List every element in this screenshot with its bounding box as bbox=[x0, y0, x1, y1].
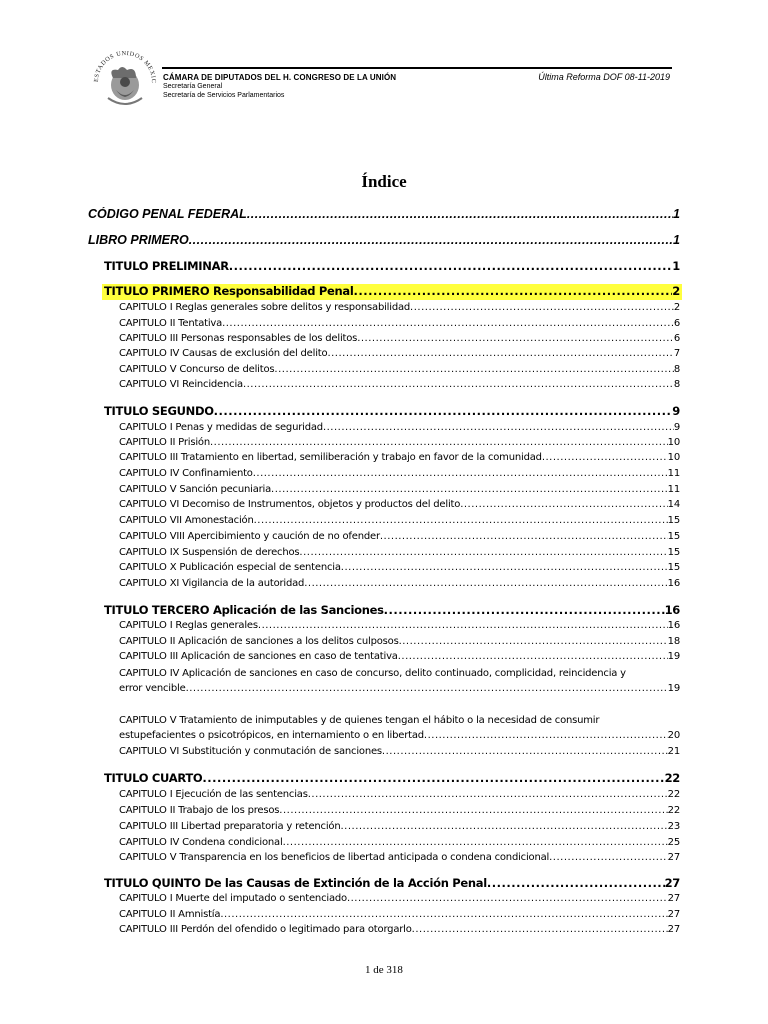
toc-leader-dots bbox=[253, 468, 668, 479]
toc-leader-dots bbox=[186, 683, 668, 694]
toc-entry[interactable] bbox=[119, 515, 680, 526]
toc-entry[interactable] bbox=[119, 333, 680, 344]
toc-entry-page: 22 bbox=[664, 771, 680, 785]
toc-entry-page: 27 bbox=[667, 924, 680, 935]
toc-entry-page: 23 bbox=[667, 821, 680, 832]
toc-entry[interactable] bbox=[119, 302, 680, 313]
toc-entry[interactable] bbox=[119, 821, 680, 832]
toc-entry[interactable] bbox=[119, 636, 680, 647]
toc-entry-page: 27 bbox=[667, 852, 680, 863]
toc-leader-dots bbox=[398, 651, 668, 662]
toc-entry-page: 15 bbox=[667, 515, 680, 526]
toc-leader-dots bbox=[424, 730, 668, 741]
toc-entry-label: CAPITULO III Libertad preparatoria y retención bbox=[119, 821, 341, 832]
institution-name: CÁMARA DE DIPUTADOS DEL H. CONGRESO DE LA UNIÓN bbox=[163, 73, 397, 82]
toc-entry-page: 10 bbox=[667, 452, 680, 463]
toc-entry-label: CAPITULO II Aplicación de sanciones a los delitos culposos bbox=[119, 636, 399, 647]
toc-leader-dots bbox=[487, 876, 665, 890]
toc-entry[interactable] bbox=[119, 909, 680, 920]
toc-entry-page: 16 bbox=[667, 620, 680, 631]
toc-leader-dots bbox=[274, 364, 673, 375]
toc-entry[interactable] bbox=[119, 620, 680, 631]
toc-leader-dots bbox=[258, 620, 668, 631]
toc-leader-dots bbox=[460, 499, 667, 510]
toc-entry-label: CAPITULO VI Substitución y conmutación de sanciones bbox=[119, 746, 382, 757]
toc-leader-dots bbox=[210, 437, 668, 448]
toc-entry-label: CAPITULO IV Causas de exclusión del delito bbox=[119, 348, 328, 359]
toc-entry-label: TITULO SEGUNDO bbox=[104, 404, 214, 418]
toc-entry-label: CAPITULO II Prisión bbox=[119, 437, 210, 448]
toc-entry-label: CÓDIGO PENAL FEDERAL bbox=[88, 207, 247, 221]
toc-entry-label: CAPITULO X Publicación especial de sentencia bbox=[119, 562, 341, 573]
toc-leader-dots bbox=[380, 531, 668, 542]
toc-entry-label: error vencible bbox=[119, 683, 186, 694]
toc-entry-page: 15 bbox=[667, 547, 680, 558]
toc-entry[interactable] bbox=[119, 893, 680, 904]
toc-entry-label: CAPITULO VI Decomiso de Instrumentos, objetos y productos del delito bbox=[119, 499, 461, 510]
toc-entry[interactable] bbox=[119, 683, 680, 694]
toc-entry-label: CAPITULO V Sanción pecuniaria bbox=[119, 484, 272, 495]
toc-entry[interactable] bbox=[102, 284, 682, 300]
toc-leader-dots bbox=[220, 909, 667, 920]
toc-entry[interactable] bbox=[119, 578, 680, 589]
toc-entry-page: 27 bbox=[667, 909, 680, 920]
toc-entry-page: 10 bbox=[667, 437, 680, 448]
toc-entry-page: 16 bbox=[664, 603, 680, 617]
toc-entry-page: 6 bbox=[673, 318, 680, 329]
toc-entry-label: CAPITULO III Personas responsables de los delitos bbox=[119, 333, 358, 344]
toc-entry[interactable] bbox=[119, 837, 680, 848]
toc-entry-label: TITULO CUARTO bbox=[104, 771, 203, 785]
toc-entry[interactable] bbox=[119, 730, 680, 741]
toc-entry[interactable] bbox=[119, 651, 680, 662]
toc-entry-label: CAPITULO II Trabajo de los presos bbox=[119, 805, 280, 816]
toc-entry-page: 1 bbox=[672, 259, 680, 273]
toc-entry-page: 11 bbox=[667, 484, 680, 495]
toc-entry-page: 20 bbox=[667, 730, 680, 741]
toc-leader-dots bbox=[243, 379, 674, 390]
toc-entry-page: 14 bbox=[667, 499, 680, 510]
toc-entry-label: CAPITULO I Reglas generales sobre delitos y responsabilidad bbox=[119, 302, 411, 313]
toc-entry-page: 9 bbox=[673, 422, 680, 433]
toc-leader-dots bbox=[549, 852, 668, 863]
toc-entry-first-line: CAPITULO IV Aplicación de sanciones en caso de concurso, delito continuado, complicidad, reincidencia y bbox=[119, 668, 626, 679]
index-title: Índice bbox=[361, 172, 407, 191]
toc-entry-page: 1 bbox=[673, 207, 680, 221]
toc-entry-page: 21 bbox=[667, 746, 680, 757]
toc-leader-dots bbox=[214, 404, 673, 418]
toc-leader-dots bbox=[299, 547, 667, 558]
toc-entry-page: 2 bbox=[672, 284, 680, 298]
toc-entry-page: 15 bbox=[667, 531, 680, 542]
toc-leader-dots bbox=[357, 333, 674, 344]
toc-entry-label: CAPITULO I Reglas generales bbox=[119, 620, 258, 631]
toc-entry[interactable] bbox=[119, 422, 680, 433]
toc-entry-page: 8 bbox=[673, 379, 680, 390]
toc-entry[interactable] bbox=[119, 852, 680, 863]
toc-entry[interactable] bbox=[119, 547, 680, 558]
last-reform-date: Última Reforma DOF 08-11-2019 bbox=[538, 72, 670, 82]
toc-entry-label: CAPITULO I Penas y medidas de seguridad bbox=[119, 422, 323, 433]
toc-entry-label: CAPITULO XI Vigilancia de la autoridad bbox=[119, 578, 305, 589]
toc-leader-dots bbox=[283, 837, 668, 848]
toc-entry-label: CAPITULO I Ejecución de las sentencias bbox=[119, 789, 308, 800]
toc-leader-dots bbox=[304, 578, 667, 589]
toc-entry-label: LIBRO PRIMERO bbox=[88, 233, 189, 247]
toc-entry-page: 2 bbox=[673, 302, 680, 313]
toc-leader-dots bbox=[542, 452, 668, 463]
toc-entry[interactable] bbox=[104, 771, 680, 785]
toc-entry-page: 15 bbox=[667, 562, 680, 573]
toc-entry[interactable] bbox=[104, 404, 680, 418]
toc-entry-page: 9 bbox=[672, 404, 680, 418]
toc-entry[interactable] bbox=[119, 379, 680, 390]
toc-entry[interactable] bbox=[119, 318, 680, 329]
toc-entry-page: 11 bbox=[667, 468, 680, 479]
toc-entry-first-line: CAPITULO V Tratamiento de inimputables y de quienes tengan el hábito o la necesidad de consumir bbox=[119, 715, 600, 726]
toc-entry-label: CAPITULO V Concurso de delitos bbox=[119, 364, 275, 375]
toc-entry-label: CAPITULO III Tratamiento en libertad, semiliberación y trabajo en favor de la comunidad bbox=[119, 452, 542, 463]
toc-entry[interactable] bbox=[119, 789, 680, 800]
toc-entry[interactable] bbox=[88, 207, 680, 221]
toc-entry-label: CAPITULO VII Amonestación bbox=[119, 515, 254, 526]
toc-entry-label: CAPITULO IV Condena condicional bbox=[119, 837, 283, 848]
toc-leader-dots bbox=[412, 924, 668, 935]
toc-leader-dots bbox=[340, 821, 667, 832]
toc-entry[interactable] bbox=[119, 805, 680, 816]
toc-entry-label: TITULO QUINTO De las Causas de Extinción de la Acción Penal bbox=[104, 876, 487, 890]
toc-entry[interactable] bbox=[119, 924, 680, 935]
toc-leader-dots bbox=[308, 789, 668, 800]
toc-entry[interactable] bbox=[119, 437, 680, 448]
toc-entry[interactable] bbox=[119, 562, 680, 573]
seal-text: ESTADOS UNIDOS MEXIC bbox=[92, 49, 158, 84]
toc-entry-label: CAPITULO IX Suspensión de derechos bbox=[119, 547, 300, 558]
toc-entry-label: TITULO PRIMERO Responsabilidad Penal bbox=[104, 284, 354, 298]
toc-entry-page: 19 bbox=[667, 683, 680, 694]
toc-leader-dots bbox=[222, 318, 674, 329]
toc-leader-dots bbox=[384, 603, 665, 617]
toc-entry-page: 1 bbox=[673, 233, 680, 247]
toc-entry[interactable] bbox=[119, 499, 680, 510]
toc-leader-dots bbox=[347, 893, 668, 904]
toc-entry[interactable] bbox=[119, 468, 680, 479]
toc-entry[interactable] bbox=[119, 531, 680, 542]
toc-leader-dots bbox=[271, 484, 668, 495]
toc-entry-page: 22 bbox=[667, 789, 680, 800]
toc-entry-label: TITULO PRELIMINAR bbox=[104, 259, 229, 273]
secretaria-servicios: Secretaría de Servicios Parlamentarios bbox=[163, 92, 285, 99]
toc-entry[interactable] bbox=[119, 746, 680, 757]
toc-entry-page: 27 bbox=[664, 876, 680, 890]
toc-entry-page: 19 bbox=[667, 651, 680, 662]
toc-entry-page: 22 bbox=[667, 805, 680, 816]
toc-leader-dots bbox=[382, 746, 668, 757]
toc-leader-dots bbox=[399, 636, 668, 647]
toc-entry-label: CAPITULO II Tentativa bbox=[119, 318, 223, 329]
toc-entry-label: CAPITULO II Amnistía bbox=[119, 909, 221, 920]
toc-entry-page: 8 bbox=[673, 364, 680, 375]
toc-entry-page: 16 bbox=[667, 578, 680, 589]
toc-entry-label: CAPITULO VI Reincidencia bbox=[119, 379, 243, 390]
toc-entry[interactable] bbox=[88, 233, 680, 247]
toc-entry-page: 27 bbox=[667, 893, 680, 904]
toc-leader-dots bbox=[327, 348, 673, 359]
toc-leader-dots bbox=[341, 562, 668, 573]
toc-entry-label: CAPITULO I Muerte del imputado o sentenciado bbox=[119, 893, 347, 904]
toc-leader-dots bbox=[354, 284, 673, 298]
toc-entry-label: estupefacientes o psicotrópicos, en internamiento o en libertad bbox=[119, 730, 424, 741]
toc-leader-dots bbox=[279, 805, 667, 816]
toc-entry[interactable] bbox=[104, 603, 680, 617]
toc-entry-label: TITULO TERCERO Aplicación de las Sanciones bbox=[104, 603, 384, 617]
toc-leader-dots bbox=[254, 515, 668, 526]
toc-entry-page: 25 bbox=[667, 837, 680, 848]
toc-entry[interactable] bbox=[119, 348, 680, 359]
toc-entry-label: CAPITULO IV Confinamiento bbox=[119, 468, 253, 479]
secretaria-general: Secretaría General bbox=[163, 83, 223, 90]
toc-entry-page: 18 bbox=[667, 636, 680, 647]
toc-entry[interactable] bbox=[104, 259, 680, 273]
toc-entry[interactable] bbox=[119, 484, 680, 495]
toc-leader-dots bbox=[189, 233, 673, 247]
toc-leader-dots bbox=[410, 302, 674, 313]
toc-entry-label: CAPITULO VIII Apercibimiento y caución de no ofender bbox=[119, 531, 380, 542]
toc-entry-label: CAPITULO V Transparencia en los beneficios de libertad anticipada o condena condicional bbox=[119, 852, 550, 863]
toc-entry-page: 7 bbox=[673, 348, 680, 359]
toc-entry-page: 6 bbox=[673, 333, 680, 344]
toc-entry[interactable] bbox=[119, 364, 680, 375]
toc-entry-label: CAPITULO III Aplicación de sanciones en caso de tentativa bbox=[119, 651, 398, 662]
page-number: 1 de 318 bbox=[365, 964, 403, 976]
toc-leader-dots bbox=[247, 207, 673, 221]
toc-leader-dots bbox=[202, 771, 664, 785]
toc-entry-label: CAPITULO III Perdón del ofendido o legitimado para otorgarlo bbox=[119, 924, 412, 935]
toc-leader-dots bbox=[229, 259, 673, 273]
toc-entry[interactable] bbox=[119, 452, 680, 463]
toc-leader-dots bbox=[323, 422, 674, 433]
toc-entry[interactable] bbox=[104, 876, 680, 890]
